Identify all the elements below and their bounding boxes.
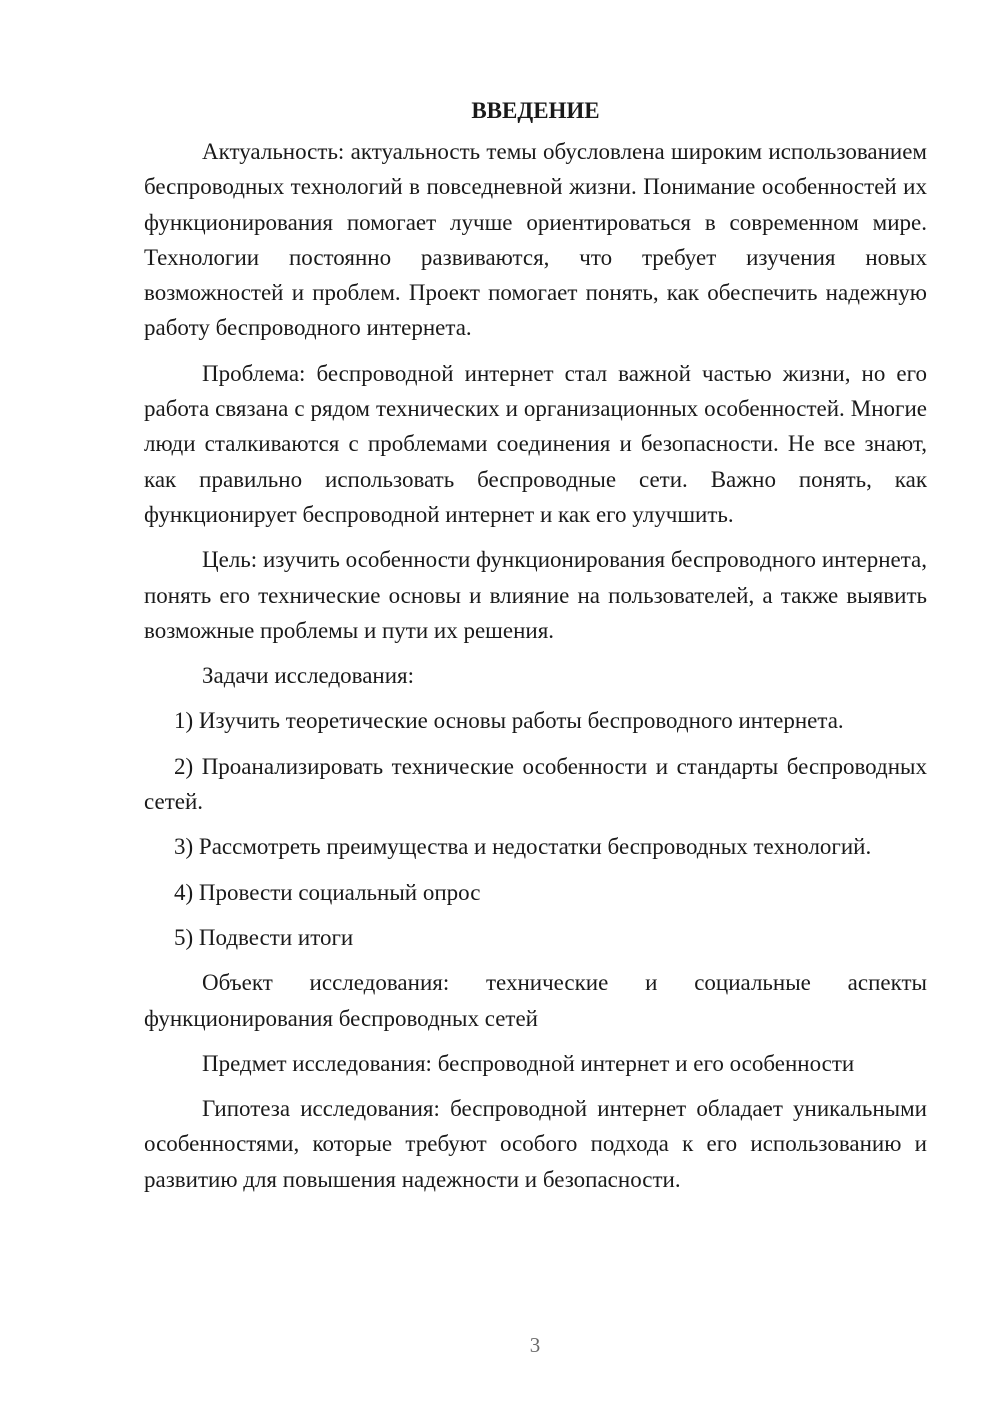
- paragraph-goal: Цель: изучить особенности функционирования беспроводного интернета, понять его технические основы и влияние на пользователей, а также выявить возможные проблемы и пути их решения.: [144, 547, 927, 643]
- task-item-1: 1) Изучить теоретические основы работы беспроводного интернета.: [174, 708, 844, 734]
- task-item-2: 2) Проанализировать технические особенности и стандарты беспроводных сетей.: [144, 753, 927, 815]
- paragraph-object: Объект исследования: технические и социальные аспекты функционирования беспроводных сетей: [144, 970, 927, 1031]
- task-item-5: 5) Подвести итоги: [174, 924, 354, 950]
- paragraph-tasks-heading: Задачи исследования:: [202, 663, 415, 689]
- task-item-3: 3) Рассмотреть преимущества и недостатки беспроводных технологий.: [174, 834, 872, 860]
- paragraph-problem: Проблема: беспроводной интернет стал важной частью жизни, но его работа связана с рядом технических и организационных особенностей. Многие люди сталкиваются с проблемами соединения и безопасности. Не все знают, как правильно использовать беспроводные сети. Важно понять, как функционирует беспроводной интернет и как его улучшить.: [144, 360, 927, 527]
- page-content: [144, 93, 927, 1207]
- page-title: ВВЕДЕНИЕ: [471, 98, 600, 123]
- task-item-4: 4) Провести социальный опрос: [174, 879, 481, 905]
- paragraph-relevance: Актуальность: актуальность темы обусловлена широким использованием беспроводных технологий в повседневной жизни. Понимание особенностей их функционирования помогает лучше ориентироваться в современном мире. Технологии постоянно развиваются, что требует изучения новых возможностей и проблем. Проект помогает понять, как обеспечить надежную работу беспроводного интернета.: [144, 139, 927, 341]
- page-number: 3: [529, 1333, 541, 1357]
- paragraph-subject: Предмет исследования: беспроводной интернет и его особенности: [202, 1050, 855, 1076]
- paragraph-hypothesis: Гипотеза исследования: беспроводной интернет обладает уникальными особенностями, которые требуют особого подхода к его использованию и развитию для повышения надежности и безопасности.: [144, 1096, 927, 1192]
